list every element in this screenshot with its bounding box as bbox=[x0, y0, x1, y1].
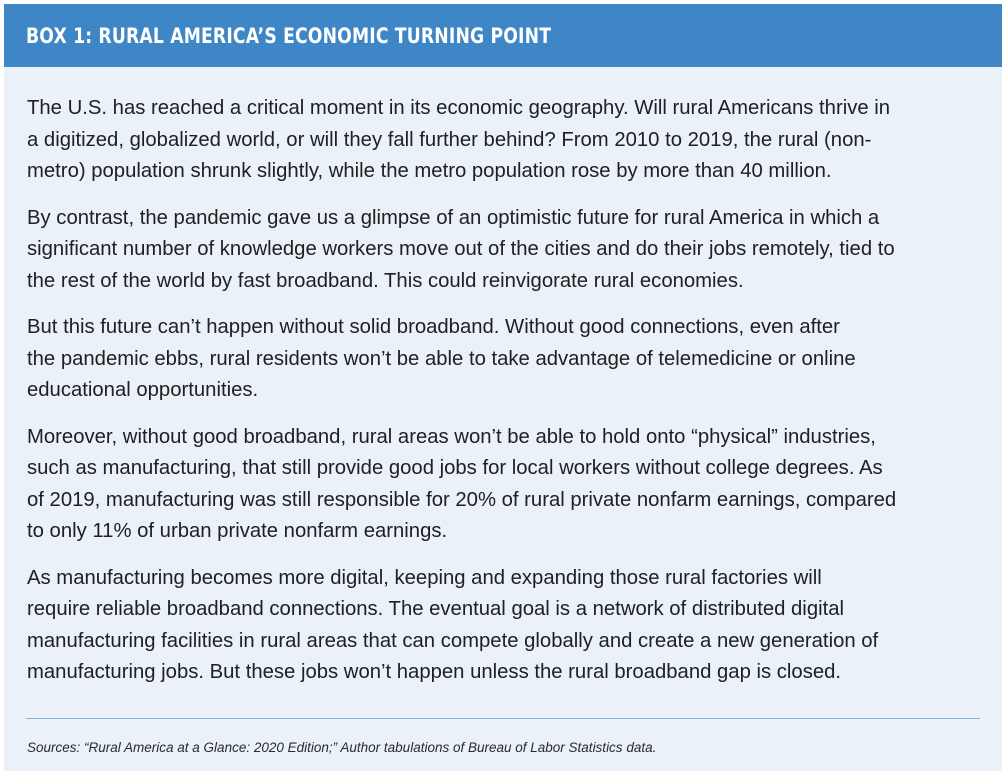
paragraph-line: such as manufacturing, that still provide good jobs for local workers without college degrees. As bbox=[27, 457, 883, 479]
sources-divider bbox=[26, 718, 980, 719]
paragraph-3 bbox=[27, 312, 980, 407]
paragraph-line: metro) population shrunk slightly, while the metro population rose by more than 40 million. bbox=[27, 160, 832, 182]
paragraph-line: of 2019, manufacturing was still responsible for 20% of rural private nonfarm earnings, compared bbox=[27, 488, 897, 511]
paragraph-line: manufacturing jobs. But these jobs won’t happen unless the rural broadband gap is closed. bbox=[27, 661, 842, 683]
paragraph-line: the pandemic ebbs, rural residents won’t be able to take advantage of telemedicine or online bbox=[27, 347, 856, 370]
box-body bbox=[4, 67, 1002, 689]
paragraph-4 bbox=[27, 422, 980, 548]
sidebar-box bbox=[4, 4, 1002, 771]
paragraph-1 bbox=[27, 93, 980, 188]
paragraph-line: require reliable broadband connections. The eventual goal is a network of distributed digital bbox=[27, 598, 845, 620]
box-title: BOX 1: RURAL AMERICA’S ECONOMIC TURNING POINT bbox=[26, 23, 552, 48]
paragraph-line: a digitized, globalized world, or will they fall further behind? From 2010 to 2019, the rural (non- bbox=[27, 128, 872, 151]
paragraph-2 bbox=[27, 203, 980, 298]
paragraph-line: to only 11% of urban private nonfarm earnings. bbox=[27, 520, 448, 542]
paragraph-line: educational opportunities. bbox=[27, 379, 259, 401]
paragraph-line: significant number of knowledge workers move out of the cities and do their jobs remotely, tied to bbox=[27, 238, 895, 260]
paragraph-line: the rest of the world by fast broadband. This could reinvigorate rural economies. bbox=[27, 269, 744, 292]
paragraph-line: manufacturing facilities in rural areas that can compete globally and create a new generation of bbox=[27, 629, 879, 652]
sources-note: Sources: “Rural America at a Glance: 2020 Edition;” Author tabulations of Bureau of Labor Statistics data. bbox=[27, 740, 657, 755]
paragraph-5 bbox=[27, 563, 980, 689]
paragraph-line: By contrast, the pandemic gave us a glimpse of an optimistic future for rural America in which a bbox=[27, 206, 880, 229]
paragraph-line: The U.S. has reached a critical moment in its economic geography. Will rural Americans thrive in bbox=[27, 97, 891, 119]
box-header bbox=[4, 4, 1002, 67]
paragraph-line: Moreover, without good broadband, rural areas won’t be able to hold onto “physical” industries, bbox=[27, 425, 876, 448]
paragraph-line: As manufacturing becomes more digital, keeping and expanding those rural factories will bbox=[27, 566, 822, 589]
paragraph-line: But this future can’t happen without solid broadband. Without good connections, even after bbox=[27, 316, 840, 338]
